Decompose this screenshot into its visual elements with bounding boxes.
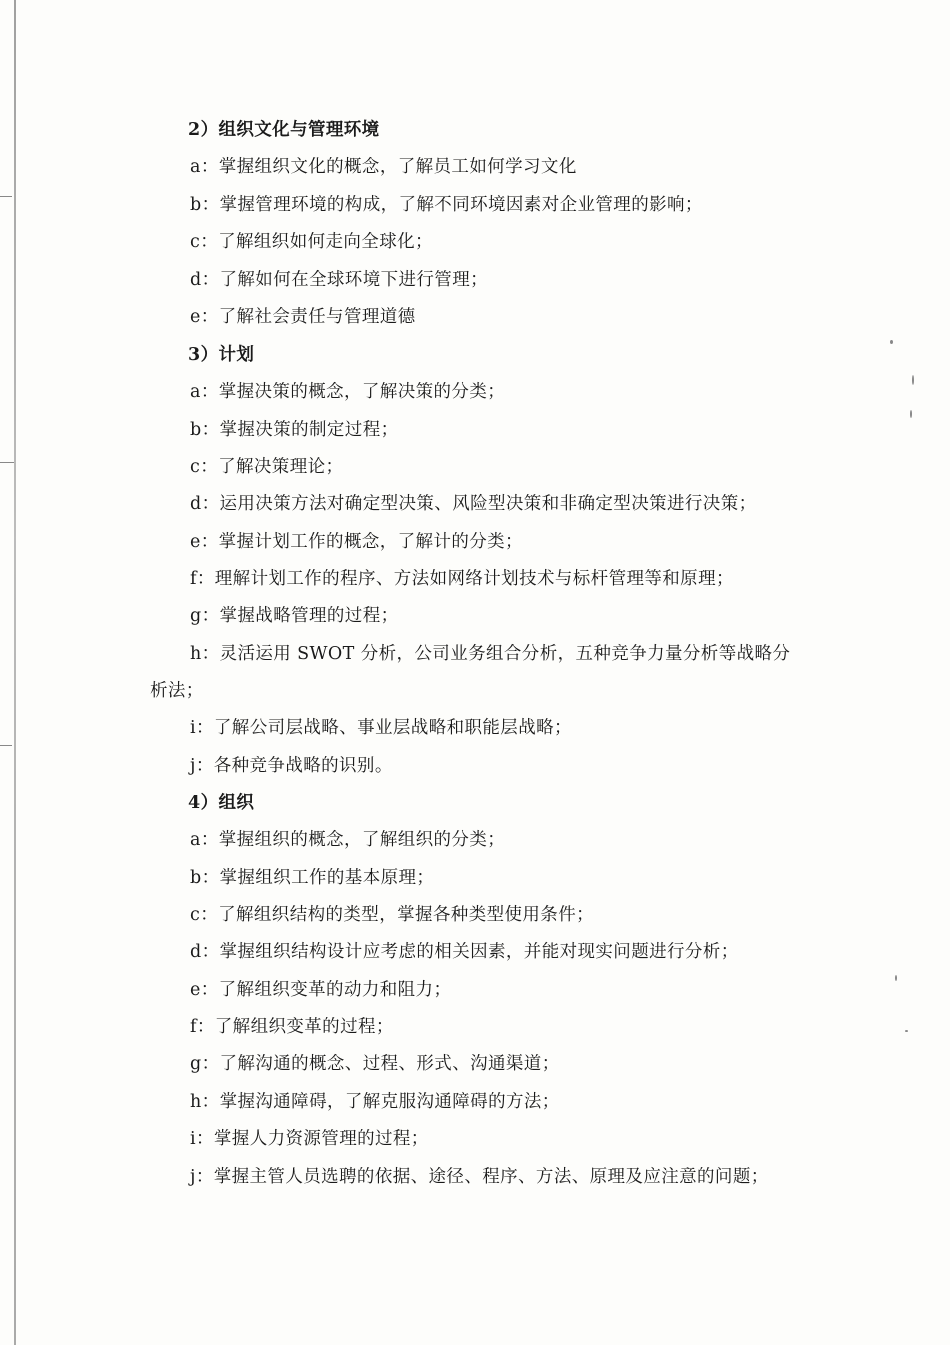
list-item: h：掌握沟通障碍，了解克服沟通障碍的方法； bbox=[190, 1092, 560, 1112]
edge-mark bbox=[0, 745, 12, 746]
list-item: e：掌握计划工作的概念，了解计的分类； bbox=[190, 532, 523, 552]
list-item: b：掌握组织工作的基本原理； bbox=[190, 868, 435, 888]
list-item: g：了解沟通的概念、过程、形式、沟通渠道； bbox=[190, 1054, 560, 1074]
edge-mark bbox=[0, 462, 14, 463]
list-item: e：了解组织变革的动力和阻力； bbox=[190, 980, 452, 1000]
list-item: d：运用决策方法对确定型决策、风险型决策和非确定型决策进行决策； bbox=[190, 494, 757, 514]
list-item: b：掌握决策的制定过程； bbox=[190, 420, 399, 440]
section-heading-3: 3）计划 bbox=[188, 345, 255, 365]
list-item: g：掌握战略管理的过程； bbox=[190, 606, 399, 626]
binding-edge bbox=[14, 0, 16, 1345]
list-item: a：掌握组织的概念，了解组织的分类； bbox=[190, 830, 506, 850]
list-item: f：理解计划工作的程序、方法如网络计划技术与标杆管理等和原理； bbox=[190, 569, 734, 589]
section-heading-4: 4）组织 bbox=[188, 793, 255, 813]
edge-mark bbox=[0, 196, 12, 197]
scan-speck bbox=[910, 410, 912, 418]
list-item: i：了解公司层战略、事业层战略和职能层战略； bbox=[190, 718, 572, 738]
list-item: a：掌握组织文化的概念，了解员工如何学习文化 bbox=[190, 157, 577, 177]
list-item: d：了解如何在全球环境下进行管理； bbox=[190, 270, 489, 290]
scan-speck bbox=[895, 975, 897, 981]
section-heading-2: 2）组织文化与管理环境 bbox=[188, 120, 380, 140]
list-item-continuation: 析法； bbox=[150, 681, 204, 701]
list-item: a：掌握决策的概念，了解决策的分类； bbox=[190, 382, 506, 402]
list-item: d：掌握组织结构设计应考虑的相关因素，并能对现实问题进行分析； bbox=[190, 942, 739, 962]
list-item: j：各种竞争战略的识别。 bbox=[190, 756, 393, 776]
list-item: b：掌握管理环境的构成，了解不同环境因素对企业管理的影响； bbox=[190, 195, 703, 215]
scan-speck bbox=[912, 375, 914, 385]
list-item: h：灵活运用 SWOT 分析，公司业务组合分析，五种竞争力量分析等战略分 bbox=[190, 644, 791, 664]
list-item: i：掌握人力资源管理的过程； bbox=[190, 1129, 429, 1149]
scan-speck bbox=[905, 1030, 908, 1032]
list-item: j：掌握主管人员选聘的依据、途径、程序、方法、原理及应注意的问题； bbox=[190, 1167, 769, 1187]
list-item: c：了解组织如何走向全球化； bbox=[190, 232, 433, 252]
list-item: e：了解社会责任与管理道德 bbox=[190, 307, 416, 327]
list-item: c：了解组织结构的类型，掌握各种类型使用条件； bbox=[190, 905, 594, 925]
scan-speck bbox=[890, 340, 893, 344]
list-item: c：了解决策理论； bbox=[190, 457, 344, 477]
list-item: f：了解组织变革的过程； bbox=[190, 1017, 394, 1037]
